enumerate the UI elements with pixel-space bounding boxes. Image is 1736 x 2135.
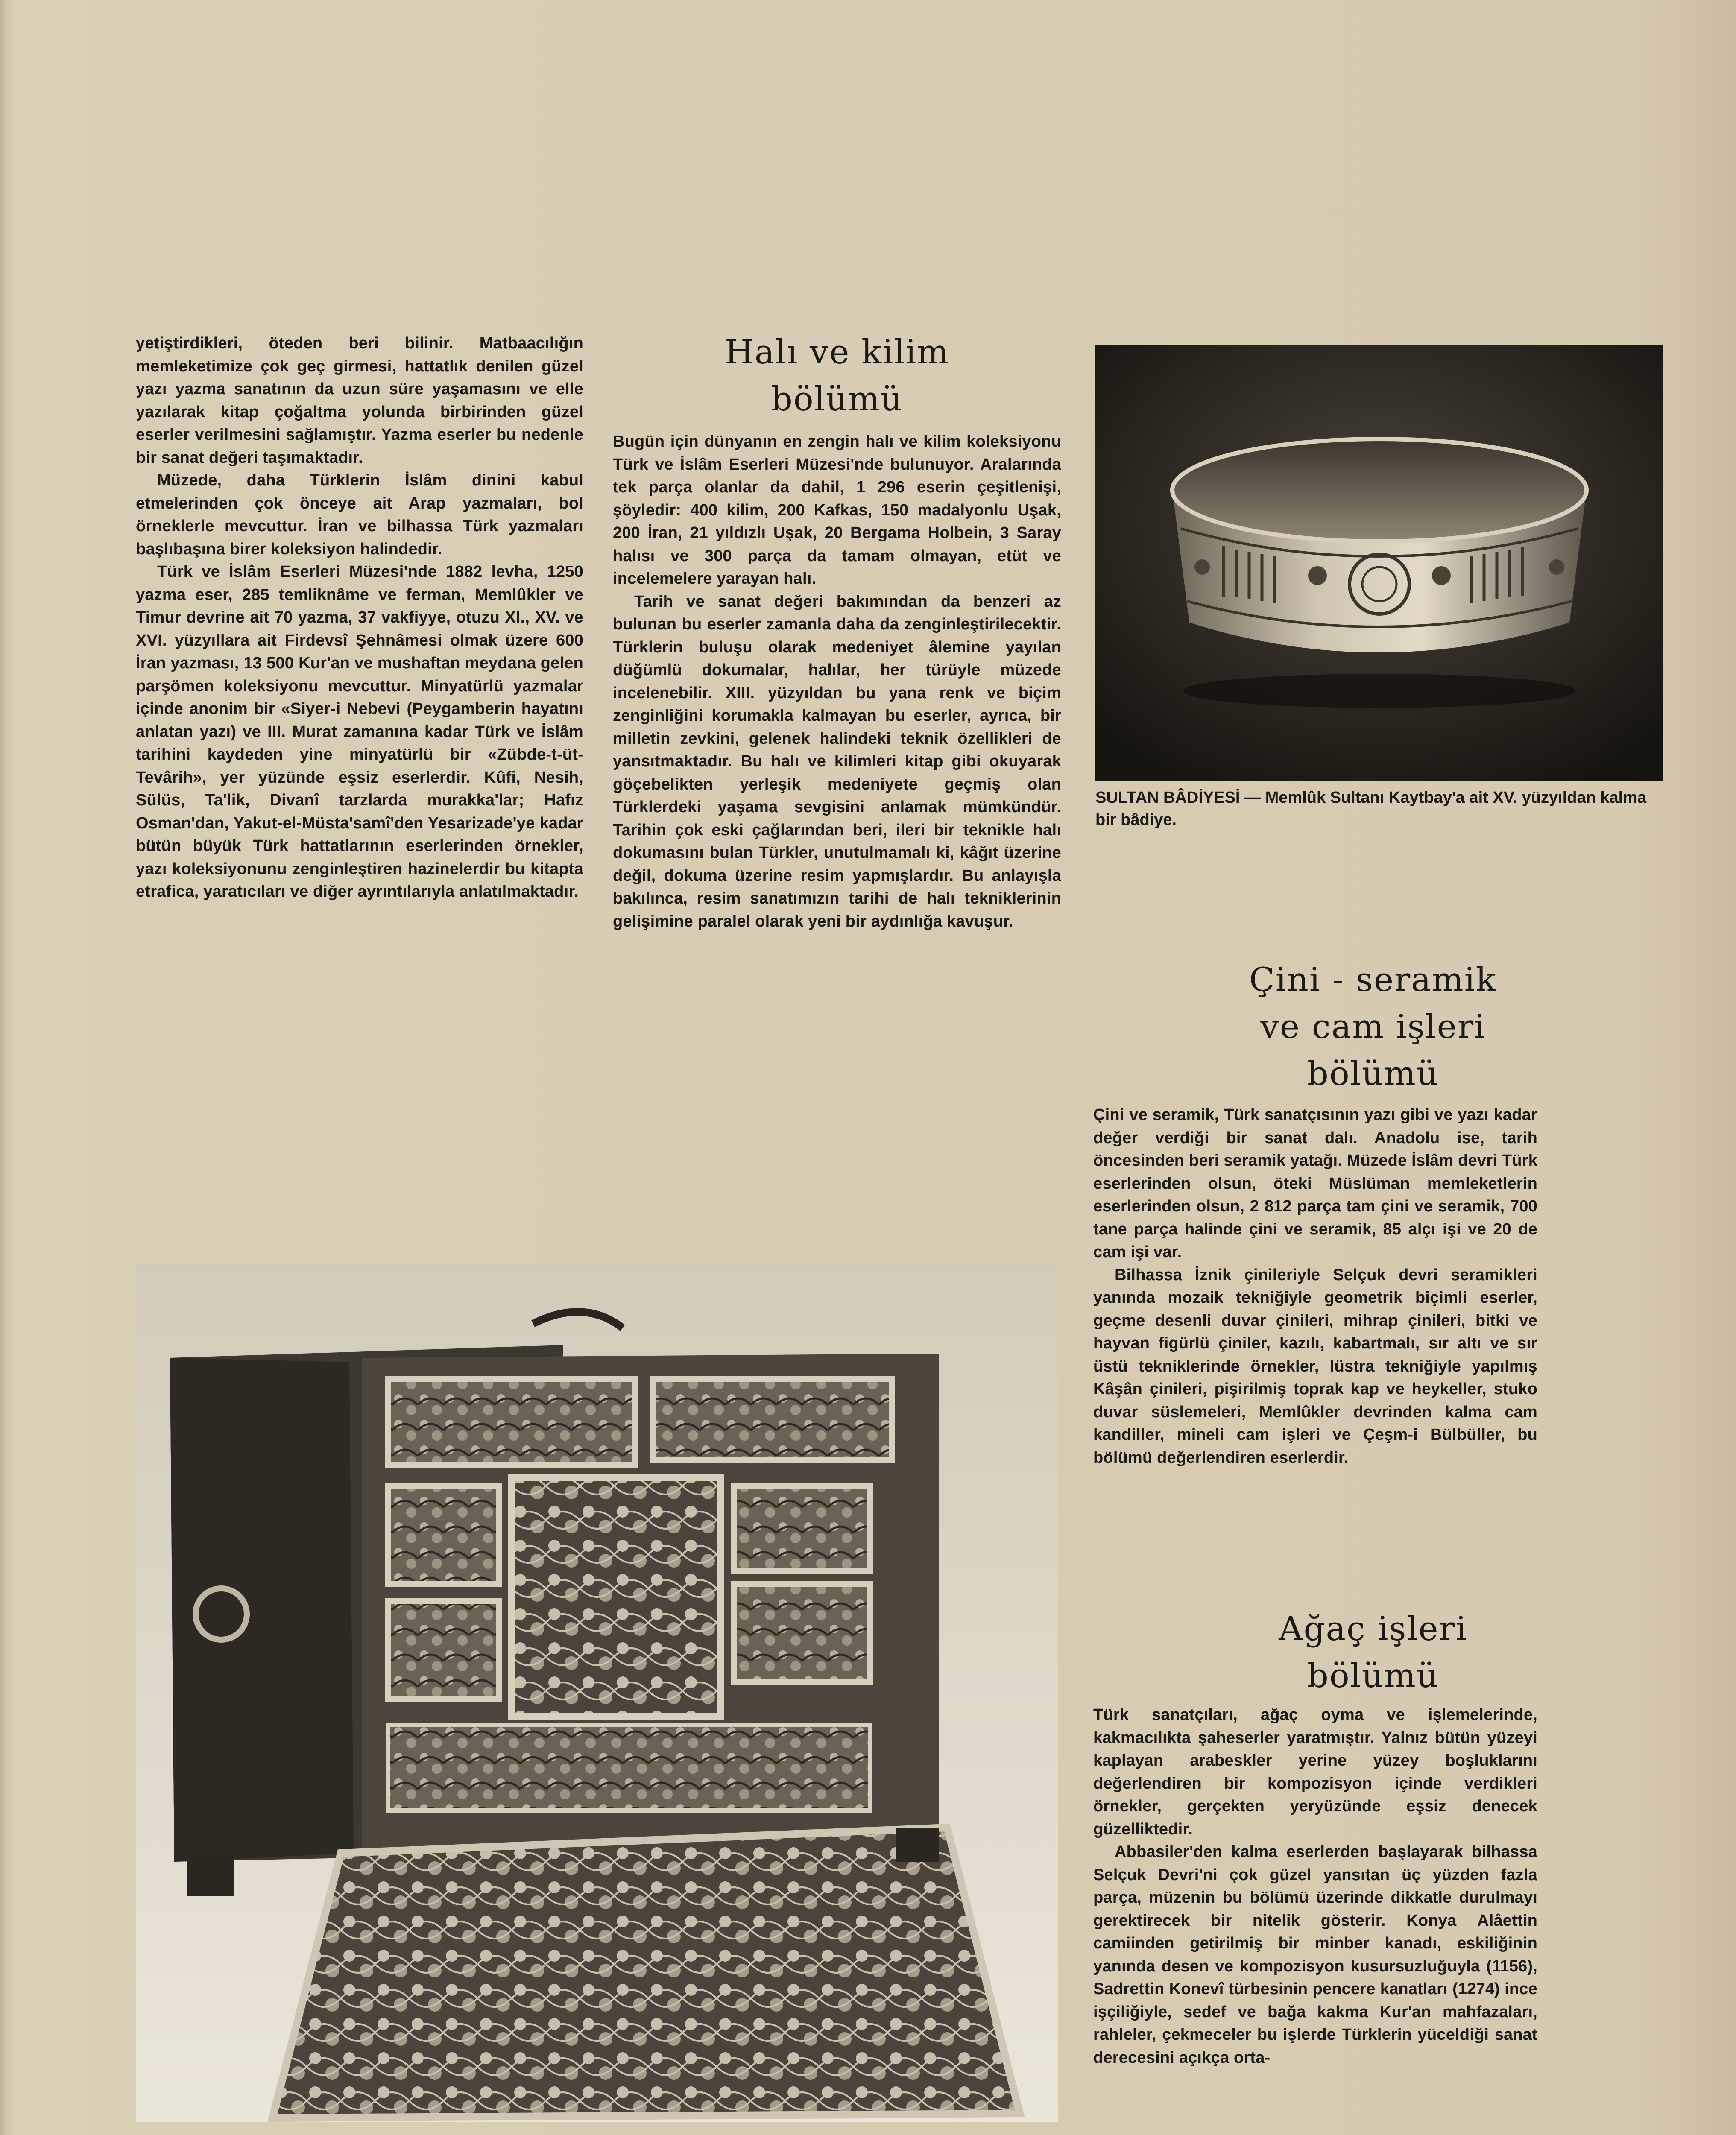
paragraph: yetiştirdikleri, öteden beri bilinir. Matbaacılığın memleketimize çok geç girmesi, hattatlık denilen güzel yazı yazma sanatının da uzun süre yaşamasını ve elle yazılarak kitap çoğaltma yolunda birbirinden güzel eserler verilmesini sağlamıştır. Yazma eserler bu nedenle bir sanat değeri taşımaktadır. [136, 334, 583, 467]
bowl-image [1095, 345, 1663, 781]
text-run: 'den kalma eserlerden başlayarak bilhassa [1189, 1843, 1537, 1861]
text-run: 'ni çok güzel yansıtan üç yüzden fazla parça, müzenin bu bölümü üzerinde dikkatle durulmayı gerektirecek bir nitelik gösterir. Konya [1093, 1866, 1537, 1930]
paragraph [1093, 1841, 1537, 2069]
page-fold-shadow [0, 0, 6, 2135]
text-run: bu bölümü değerlendiren eserlerdir. [1093, 1426, 1537, 1467]
text-run: camiinden getirilmiş bir minber kanadı, eskiliğinin yanında desen ve kompozisyon kusursuzluğuyla (1156), [1093, 1934, 1537, 1975]
bowl-photo [1095, 345, 1663, 781]
paragraph [1093, 1264, 1537, 1470]
cabinet-image [136, 1264, 1058, 2122]
heading-line: bölümü [1307, 1657, 1439, 1695]
caption-title: SULTAN BÂDİYESİ [1095, 789, 1240, 807]
bold-term: Çeşm-i Bülbüller, [1363, 1426, 1505, 1444]
heading-line: bölümü [1307, 1055, 1439, 1093]
bold-term: Alâettin [1477, 1911, 1537, 1930]
paragraph: Tarih ve sanat değeri bakımından da benzeri az bulunan bu eserler zamanla daha da zenginleştirilecektir. Türklerin buluşu olarak medeniyet âlemine yayılan düğümlü dokumalar, halılar, her türüyle müzede incelenebilir. XIII. yüzyıldan bu yana renk ve biçim zenginliğini korumakla kalmayan bu eserler, ayrıca, bir milletin zevkini, gelenek halindeki teknik özellikleri de yansıtmaktadır. Bu halı ve kilimleri kitap gibi okuyarak göçebelikten yerleşik medeniyete geçmiş olan Türklerdeki yaşama sevgisini anlamak mümkündür. Tarihin çok eski çağlarından beri, ileri bir teknikle halı dokumasını bulan Türkler, unutulmamalı ki, kâğıt üzerine değil, dokuma üzerine resim yapmışlardır. Bu anlayışla bakılınca, resim sanatımızın tarihi de halı tekniklerinin gelişimine paralel olarak yeni bir aydınlığa kavuşur. [613, 592, 1061, 930]
heading-woodwork [1085, 1606, 1661, 1699]
bold-term: Kâşân [1093, 1380, 1143, 1398]
text-run: , yer yüzünde eşsiz eserlerdir. Kûfi, Nesih, Sülüs, Ta'lik, Divanî tarzlarda murakka'lar; Hafız Osman'dan, Yakut-el-Müsta'samî'den Yesarizade'ye kadar bütün büyük Türk hattatlarının eserlerinden örnekler, yazı koleksiyonunu zenginleştiren hazinelerdir bu kitapta etrafica, yaratıcıları ve diğer ayrıntılarıyla anlatılmaktadır. [136, 768, 583, 901]
column-woodwork [1093, 1704, 1537, 2069]
cabinet-photo [136, 1264, 1058, 2122]
text-run: Bilhassa İznik çinileriyle Selçuk devri seramikleri yanında mozaik tekniğiyle geometrik biçimli eserler, geçme desenli duvar çinileri, mihrap çinileri, bitki ve hayvan figürlü çiniler, kazılı, kabartmalı, sır altı ve sır üstü tekniklerinde örnekler, lüstra tekniğiyle yapılmış [1093, 1266, 1537, 1375]
column-carpet [613, 430, 1061, 933]
column-manuscripts [136, 332, 583, 904]
bold-term: Sadrettin Konevî [1093, 1980, 1224, 1998]
paragraph: Bugün için dünyanın en zengin halı ve kilim koleksiyonu Türk ve İslâm Eserleri Müzesi'nde bulunuyor. Aralarında tek parça olanlar da dahil, 1 296 eserin çeşitlenişi, şöyledir: 400 kilim, 200 Kafkas, 150 madalyonlu Uşak, 200 İran, 21 yıldızlı Uşak, 20 Bergama Holbein, 3 Saray halısı ve 300 parça da tamam olmayan, etüt ve incelemelere yarayan halı. [613, 433, 1061, 588]
bold-title: «Zübde-t-üt-Tevârih» [136, 746, 583, 787]
heading-carpet-kilim [606, 329, 1068, 423]
text-run: türbesinin pencere kanatları (1274) ince işçiliğiyle, sedef ve bağa kakma Kur'an mahfazaları, rahleler, çekmeceler bu işlerde Türklerin yüceldiği sanat derecesini açıkça orta- [1093, 1980, 1538, 2067]
heading-line: Halı ve kilim [724, 333, 950, 371]
caption-text: — Memlûk Sultanı Kaytbay'a ait XV. yüzyıldan kalma bir bâdiye. [1095, 789, 1647, 829]
paragraph: Çini ve seramik, Türk sanatçısının yazı gibi ve yazı kadar değer verdiği bir sanat dalı. Anadolu ise, tarih öncesinden beri seramik yatağı. Müzede İslâm devri Türk eserlerinden olsun, öteki Müslüman memleketlerin eserlerinden olsun, 2 812 parça tam çini ve seramik, 700 tane parça halinde çini ve seramik, 85 alçı işi ve 20 de cam işi var. [1093, 1106, 1537, 1261]
heading-line: ve cam işleri [1260, 1008, 1486, 1046]
heading-ceramics [1085, 956, 1661, 1097]
bold-term: Abbasiler [1115, 1843, 1189, 1861]
bold-term: Selçuk Devri [1093, 1866, 1199, 1884]
paragraph: Müzede, daha Türklerin İslâm dinini kabul etmelerinden çok önceye ait Arap yazmaları, bol örneklerle mevcuttur. İran ve bilhassa Türk yazmaları başlıbaşına birer koleksiyon halindedir. [136, 471, 583, 558]
text-run: çinileri, pişirilmiş toprak kap ve heykeller, stuko duvar süslemeleri, Memlûkler devrinden kalma cam kandiller, mineli cam işleri ve [1093, 1380, 1537, 1444]
column-ceramics [1093, 1104, 1537, 1469]
heading-line: Ağaç işleri [1279, 1610, 1467, 1648]
bowl-caption [1095, 787, 1663, 831]
heading-line: bölümü [771, 380, 903, 418]
paragraph [136, 561, 583, 904]
heading-line: Çini - seramik [1249, 961, 1497, 999]
paragraph: Türk sanatçıları, ağaç oyma ve işlemelerinde, kakmacılıkta şaheserler yaratmıştır. Yalnız bütün yüzeyi kaplayan arabeskler yerine yüzey boşluklarını değerlendiren bir kompozisyon içinde verdikleri örnekler, gerçekten yeryüzünde eşsiz denecek güzelliktedir. [1093, 1706, 1537, 1838]
text-run: Türk ve İslâm Eserleri Müzesi'nde 1882 levha, 1250 yazma eser, 285 temliknâme ve ferman, Memlûkler ve Timur devrine ait 70 yazma, 37 vakfiyye, otuzu XI., XV. ve XVI. yüzyıllara ait Firdevsî Şehnâmesi olmak üzere 600 İran yazması, 13 500 Kur'an ve mushaftan meydana gelen parşömen koleksiyonu mevcuttur. Minyatürlü yazmalar içinde anonim bir «Siyer-i Nebevi (Peygamberin hayatını anlatan yazı) ve III. Murat zamanına kadar Türk ve İslâm tarihini kaydeden yine minyatürlü bir [136, 563, 583, 763]
